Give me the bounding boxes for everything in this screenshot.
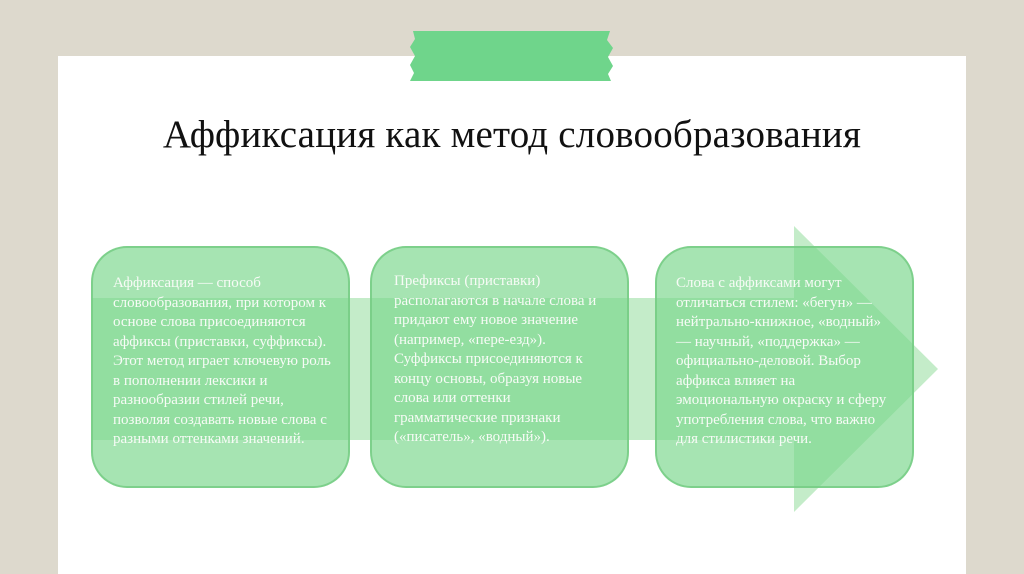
info-card-affixation (91, 246, 350, 488)
info-card-style (655, 246, 914, 488)
info-card-text: Слова с аффиксами могут отличаться стилем: «бегун» — нейтрально-книжное, «водный» — научный, «поддержка» — официально-деловой. Выбор аффикса влияет на эмоциональную окраску и сферу употребления слова, что важно для стилистики речи. (676, 275, 887, 447)
info-card-text: Префиксы (приставки) располагаются в начале слова и придают ему новое значение (например, «пере-езд»). Суффиксы присоединяются к концу основы, образуя новые слова или оттенки грамматические признаки («писатель», «водный»). (394, 273, 597, 445)
info-card-text: Аффиксация — способ словообразования, при котором к основе слова присоединяются аффиксы (приставки, суффиксы). Этот метод играет ключевую роль в пополнении лексики и разнообразии стилей речи, позволяя создавать новые слова с разными оттенками значений. (113, 275, 331, 447)
info-card-prefixes-suffixes (370, 246, 629, 488)
tape-shape (410, 31, 613, 81)
tape-decoration (410, 31, 613, 81)
page-title: Аффиксация как метод словообразования (162, 113, 862, 156)
